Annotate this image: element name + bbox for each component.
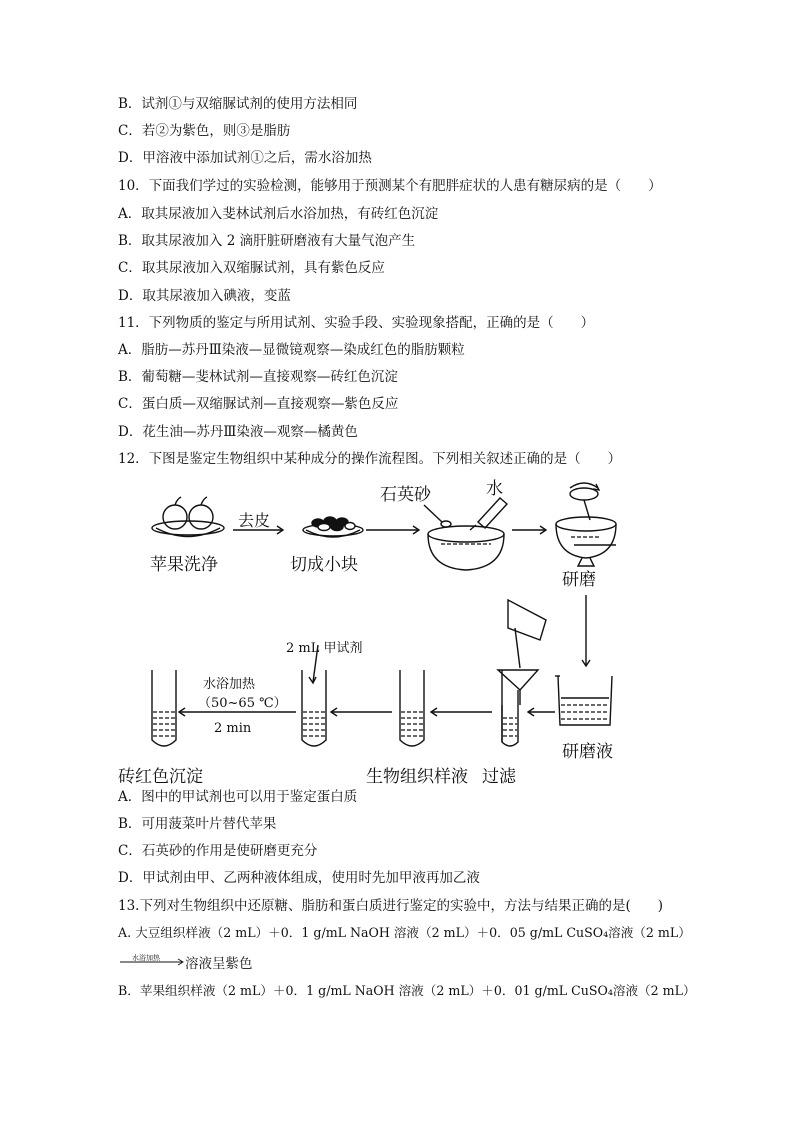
- q12-option-d: D．甲试剂由甲、乙两种液体组成，使用时先加甲液再加乙液: [118, 870, 480, 886]
- label-brick-red-precipitate: 砖红色沉淀: [118, 767, 203, 787]
- q13-option-a: A. 大豆组织样液（2 mL）＋0．1 g/mL NaOH 溶液（2 mL）＋0．05 g/mL CuSO₄溶液（2 mL）: [118, 925, 691, 940]
- q10-option-b: B．取其尿液加入 2 滴肝脏研磨液有大量气泡产生: [118, 233, 416, 249]
- label-bath: 水浴加热: [203, 677, 256, 692]
- q13-arrow-label: 水浴加热: [132, 954, 160, 962]
- label-reagent: 2 mL 甲试剂: [286, 641, 363, 656]
- q11-option-c: C．蛋白质—双缩脲试剂—直接观察—紫色反应: [118, 396, 399, 412]
- label-filter: 过滤: [482, 767, 516, 787]
- q10-stem: 10．下面我们学过的实验检测，能够用于预测某个有肥胖症状的人患有糖尿病的是（ ）: [118, 178, 662, 194]
- label-quartz: 石英砂: [380, 485, 431, 505]
- q13-stem: 13.下列对生物组织中还原糖、脂肪和蛋白质进行鉴定的实验中，方法与结果正确的是( ): [118, 898, 664, 914]
- label-peel: 去皮: [238, 511, 271, 530]
- label-time: 2 min: [214, 721, 252, 736]
- q12-option-a: A．图中的甲试剂也可以用于鉴定蛋白质: [118, 789, 358, 805]
- q10-option-c: C．取其尿液加入双缩脲试剂，具有紫色反应: [118, 260, 385, 276]
- label-cut: 切成小块: [290, 555, 358, 575]
- q11-option-b: B．葡萄糖—斐林试剂—直接观察—砖红色沉淀: [118, 369, 398, 385]
- q12-option-b: B．可用菠菜叶片替代苹果: [118, 816, 277, 832]
- label-water: 水: [486, 479, 503, 499]
- label-grind-liquid: 研磨液: [562, 742, 613, 762]
- q13-option-a-result: 溶液呈紫色: [185, 956, 253, 972]
- q12-option-c: C．石英砂的作用是使研磨更充分: [118, 843, 318, 859]
- label-temp: （50~65 ℃）: [198, 696, 287, 711]
- q10-option-d: D．取其尿液加入碘液，变蓝: [118, 288, 291, 304]
- label-tissue-sample: 生物组织样液: [366, 767, 468, 787]
- q9-option-b: B．试剂①与双缩脲试剂的使用方法相同: [118, 96, 358, 112]
- q12-stem: 12．下图是鉴定生物组织中某种成分的操作流程图。下列相关叙述正确的是（ ）: [118, 451, 622, 467]
- q9-option-d: D．甲溶液中添加试剂①之后，需水浴加热: [118, 150, 372, 166]
- q11-option-a: A．脂肪—苏丹Ⅲ染液—显微镜观察—染成红色的脂肪颗粒: [118, 342, 465, 358]
- q9-option-c: C．若②为紫色，则③是脂肪: [118, 123, 291, 139]
- q11-stem: 11．下列物质的鉴定与所用试剂、实验手段、实验现象搭配，正确的是（ ）: [118, 315, 595, 331]
- q13-option-b: B．苹果组织样液（2 mL）＋0．1 g/mL NaOH 溶液（2 mL）＋0．01 g/mL CuSO₄溶液（2 mL）: [118, 983, 696, 998]
- q10-option-a: A．取其尿液加入斐林试剂后水浴加热，有砖红色沉淀: [118, 206, 439, 222]
- label-apple-wash: 苹果洗净: [150, 555, 218, 575]
- label-grind: 研磨: [562, 570, 596, 590]
- q11-option-d: D．花生油—苏丹Ⅲ染液—观察—橘黄色: [118, 424, 358, 440]
